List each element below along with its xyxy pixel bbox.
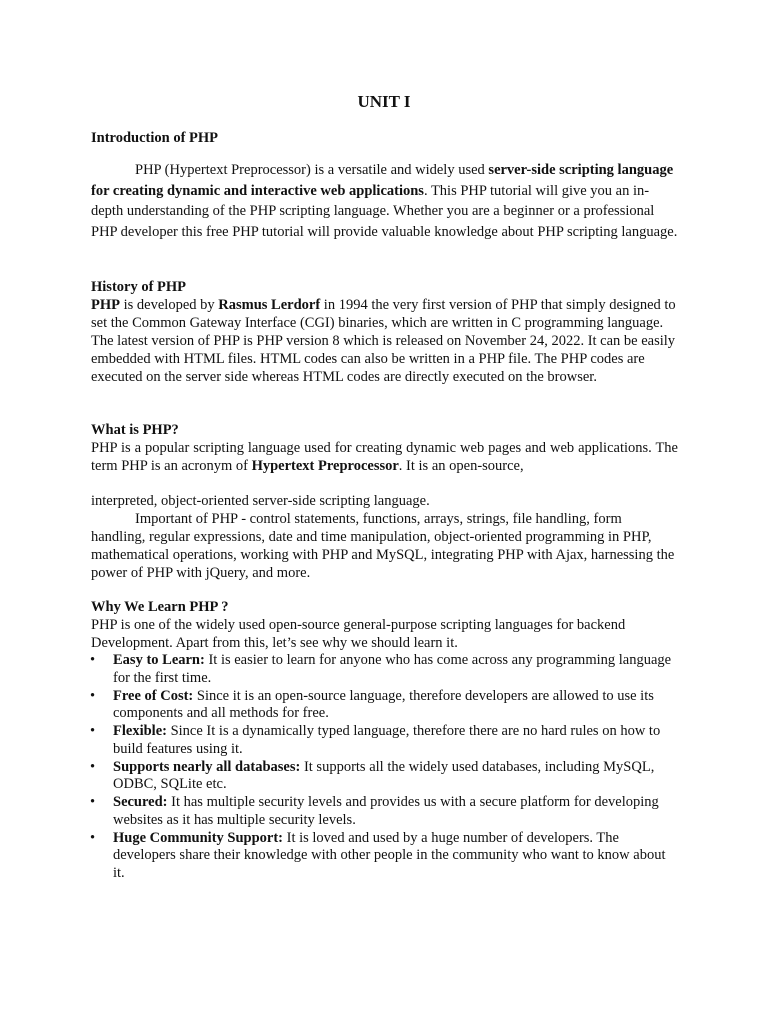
list-item <box>91 652 678 687</box>
page-title: UNIT I <box>357 92 411 111</box>
intro-section <box>91 130 678 243</box>
list-item-label: Free of Cost: <box>113 687 194 704</box>
list-item <box>91 688 678 723</box>
what-text-2: . It is an open-source, <box>398 458 524 474</box>
history-text-2: in 1994 the very first version of PHP that simply designed to set the Common Gateway Interface (CGI) binaries, which are written in C programming language. The latest version of PHP is PHP version 8 which is released on November 24, 2022. It can be easily embedded with HTML files. HTML codes can also be written in a PHP file. The PHP codes are executed on the server side whereas HTML codes are directly executed on the browser. <box>91 297 676 385</box>
list-item-label: Secured: <box>113 794 168 811</box>
bullet-icon: • <box>90 687 96 704</box>
what-bold-acronym: Hypertext Preprocessor <box>251 458 399 474</box>
intro-paragraph <box>91 160 678 243</box>
bullet-icon: • <box>90 794 96 811</box>
bullet-icon: • <box>90 652 96 668</box>
important-paragraph: Important of PHP - control statements, functions, arrays, strings, file handling, form handling, regular expressions, date and time manipulation, object-oriented programming in PHP, mathematical operations, working with PHP and MySQL, integrating PHP with Ajax, harnessing the power of PHP with jQuery, and more. <box>91 511 675 581</box>
list-item-text: Since it is an open-source language, therefore developers are allowed to use its components and all methods for free. <box>113 687 654 722</box>
list-item-text: It supports all the widely used databases, including MySQL, ODBC, SQLite etc. <box>113 758 655 793</box>
list-item <box>91 794 678 829</box>
what-paragraph <box>91 439 678 475</box>
list-item <box>91 830 678 883</box>
what-text-1: PHP is a popular scripting language used for creating dynamic web pages and web applications. The term PHP is an acronym of <box>91 440 678 474</box>
intro-heading: Introduction of PHP <box>91 130 219 146</box>
reasons-list <box>91 652 678 883</box>
what-continued-section <box>91 492 678 582</box>
history-paragraph <box>91 296 678 386</box>
intro-text-bold: server-side scripting language for creating dynamic and interactive web applications <box>91 162 674 199</box>
list-item <box>91 723 678 758</box>
list-item-label: Easy to Learn: <box>113 652 205 668</box>
history-text-1: is developed by <box>120 297 219 313</box>
history-bold-php: PHP <box>91 297 120 313</box>
intro-text-start: PHP (Hypertext Preprocessor) is a versatile and widely used <box>135 162 489 178</box>
history-bold-author: Rasmus Lerdorf <box>218 297 321 313</box>
list-item-text: It has multiple security levels and provides us with a secure platform for developing websites as it has multiple security levels. <box>113 794 659 828</box>
list-item <box>91 759 678 794</box>
list-item-text: It is easier to learn for anyone who has come across any programming language for the first time. <box>113 652 672 686</box>
list-item-text: It is loved and used by a huge number of developers. The developers share their knowledge with other people in the community who want to know about it. <box>113 829 666 882</box>
history-heading: History of PHP <box>91 279 187 295</box>
what-continued: interpreted, object-oriented server-side scripting language. <box>91 493 430 509</box>
list-item-label: Supports nearly all databases: <box>113 758 301 775</box>
what-section <box>91 422 678 475</box>
history-section <box>91 279 678 386</box>
list-item-label: Flexible: <box>113 723 167 740</box>
list-item-label: Huge Community Support: <box>113 829 283 846</box>
why-heading: Why We Learn PHP ? <box>91 599 229 615</box>
bullet-icon: • <box>90 829 96 846</box>
intro-text-end: . This PHP tutorial will give you an in-depth understanding of the PHP scripting language. Whether you are a beginner or a professional PHP developer this free PHP tutorial will provide valuable knowledge about PHP scripting language. <box>91 182 678 241</box>
why-intro: PHP is one of the widely used open-source general-purpose scripting languages for backend Development. Apart from this, let’s see why we should learn it. <box>91 617 626 651</box>
bullet-icon: • <box>90 723 96 740</box>
list-item-text: Since It is a dynamically typed language, therefore there are no hard rules on how to build features using it. <box>113 723 661 757</box>
what-heading: What is PHP? <box>91 422 179 438</box>
bullet-icon: • <box>90 758 96 775</box>
why-section <box>91 599 678 883</box>
